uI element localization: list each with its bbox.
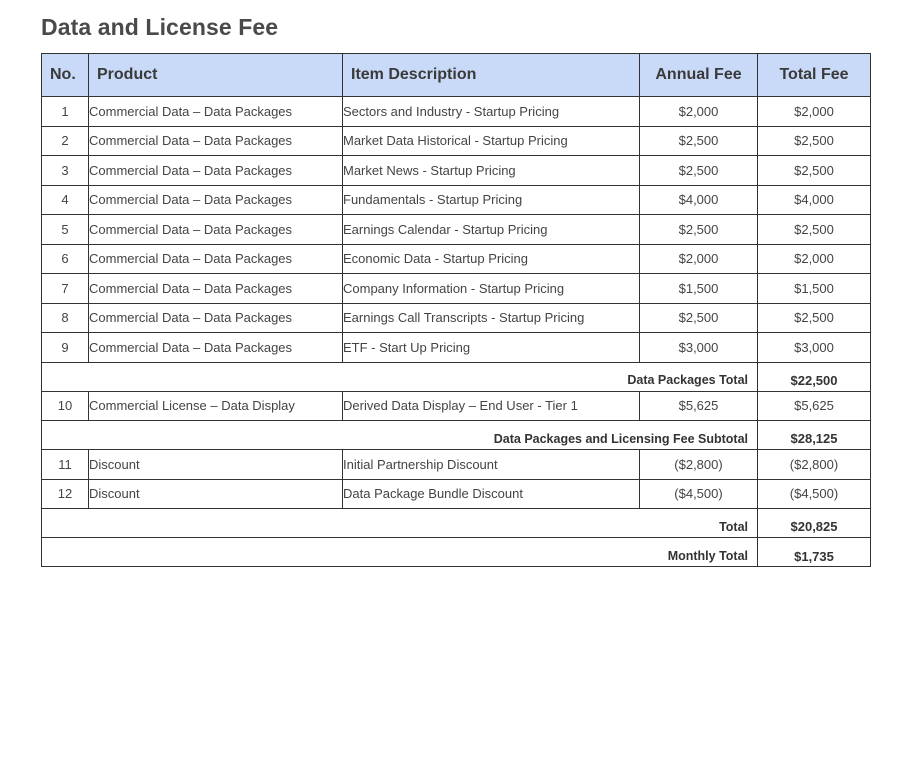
cell-total-fee: $3,000 (758, 333, 871, 363)
summary-row-total (42, 509, 871, 538)
table-row (42, 391, 871, 421)
cell-annual-fee: $5,625 (640, 391, 758, 421)
cell-no: 1 (42, 97, 89, 127)
cell-no: 2 (42, 126, 89, 156)
fee-table (41, 53, 871, 567)
table-header-row (42, 54, 871, 97)
cell-total-fee: $2,000 (758, 97, 871, 127)
cell-annual-fee: $2,000 (640, 97, 758, 127)
cell-no: 10 (42, 391, 89, 421)
cell-total-fee: ($2,800) (758, 450, 871, 480)
cell-annual-fee: ($4,500) (640, 479, 758, 509)
cell-total-fee: $4,000 (758, 185, 871, 215)
cell-product: Discount (89, 450, 343, 480)
packages-total-value: $22,500 (758, 362, 871, 391)
cell-no: 8 (42, 303, 89, 333)
summary-row-monthly-total (42, 538, 871, 567)
cell-no: 7 (42, 274, 89, 304)
cell-annual-fee: $3,000 (640, 333, 758, 363)
cell-product: Commercial Data – Data Packages (89, 156, 343, 186)
cell-description: Data Package Bundle Discount (343, 479, 640, 509)
cell-description: ETF - Start Up Pricing (343, 333, 640, 363)
cell-annual-fee: ($2,800) (640, 450, 758, 480)
subtotal-value: $28,125 (758, 421, 871, 450)
packages-total-label: Data Packages Total (42, 362, 758, 391)
cell-total-fee: $5,625 (758, 391, 871, 421)
total-value: $20,825 (758, 509, 871, 538)
table-row (42, 126, 871, 156)
cell-description: Derived Data Display – End User - Tier 1 (343, 391, 640, 421)
cell-description: Economic Data - Startup Pricing (343, 244, 640, 274)
cell-no: 12 (42, 479, 89, 509)
cell-no: 6 (42, 244, 89, 274)
cell-no: 3 (42, 156, 89, 186)
cell-description: Earnings Calendar - Startup Pricing (343, 215, 640, 245)
cell-total-fee: $2,000 (758, 244, 871, 274)
header-product: Product (89, 54, 343, 97)
total-label: Total (42, 509, 758, 538)
cell-product: Commercial Data – Data Packages (89, 303, 343, 333)
cell-product: Commercial Data – Data Packages (89, 274, 343, 304)
table-row (42, 156, 871, 186)
cell-annual-fee: $2,000 (640, 244, 758, 274)
table-row (42, 185, 871, 215)
table-row (42, 303, 871, 333)
cell-total-fee: $2,500 (758, 215, 871, 245)
cell-description: Earnings Call Transcripts - Startup Pricing (343, 303, 640, 333)
summary-row-subtotal (42, 421, 871, 450)
cell-annual-fee: $2,500 (640, 126, 758, 156)
page-title: Data and License Fee (41, 14, 279, 40)
cell-description: Company Information - Startup Pricing (343, 274, 640, 304)
cell-no: 4 (42, 185, 89, 215)
header-total-fee: Total Fee (758, 54, 871, 97)
cell-annual-fee: $2,500 (640, 303, 758, 333)
cell-description: Fundamentals - Startup Pricing (343, 185, 640, 215)
cell-product: Commercial Data – Data Packages (89, 333, 343, 363)
table-row (42, 450, 871, 480)
table-row (42, 215, 871, 245)
cell-total-fee: $2,500 (758, 156, 871, 186)
cell-description: Market Data Historical - Startup Pricing (343, 126, 640, 156)
cell-product: Discount (89, 479, 343, 509)
table-row (42, 97, 871, 127)
cell-description: Initial Partnership Discount (343, 450, 640, 480)
monthly-total-value: $1,735 (758, 538, 871, 567)
cell-no: 5 (42, 215, 89, 245)
header-annual-fee: Annual Fee (640, 54, 758, 97)
table-row (42, 274, 871, 304)
cell-annual-fee: $1,500 (640, 274, 758, 304)
cell-product: Commercial Data – Data Packages (89, 215, 343, 245)
cell-total-fee: $1,500 (758, 274, 871, 304)
table-row (42, 333, 871, 363)
monthly-total-label: Monthly Total (42, 538, 758, 567)
cell-no: 11 (42, 450, 89, 480)
cell-annual-fee: $2,500 (640, 156, 758, 186)
cell-product: Commercial Data – Data Packages (89, 126, 343, 156)
cell-product: Commercial Data – Data Packages (89, 97, 343, 127)
cell-annual-fee: $4,000 (640, 185, 758, 215)
subtotal-label: Data Packages and Licensing Fee Subtotal (42, 421, 758, 450)
cell-product: Commercial Data – Data Packages (89, 185, 343, 215)
cell-description: Market News - Startup Pricing (343, 156, 640, 186)
header-no: No. (42, 54, 89, 97)
cell-no: 9 (42, 333, 89, 363)
summary-row-packages-total (42, 362, 871, 391)
cell-total-fee: ($4,500) (758, 479, 871, 509)
table-row (42, 479, 871, 509)
cell-annual-fee: $2,500 (640, 215, 758, 245)
cell-total-fee: $2,500 (758, 126, 871, 156)
header-description: Item Description (343, 54, 640, 97)
table-row (42, 244, 871, 274)
cell-product: Commercial License – Data Display (89, 391, 343, 421)
cell-total-fee: $2,500 (758, 303, 871, 333)
cell-description: Sectors and Industry - Startup Pricing (343, 97, 640, 127)
cell-product: Commercial Data – Data Packages (89, 244, 343, 274)
